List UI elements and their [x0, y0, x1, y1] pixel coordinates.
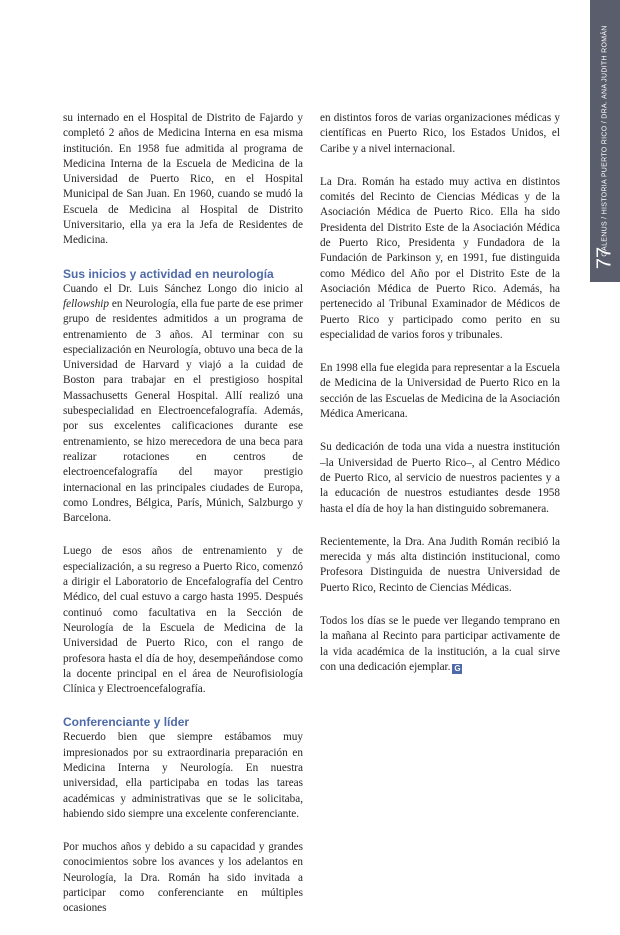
right-paragraph-2: La Dra. Román ha estado muy activa en distintos comités del Recinto de Ciencias Médicas y de la Asociación Médica de Puerto Rico. Ella ha sido Presidenta del Distrito Este de la Asociación Médica de Puerto Rico, Presidenta y Fundadora de la Fundación de Parkinson y, en 1991, fue distinguida como Médico del Año por el Distrito Este de la Asociación Médica de Puerto Rico. Además, ha pertenecido al Tribunal Examinador de Médicos de Puerto Rico y participado como perito en su especialidad de varios foros y tribunales.: [320, 175, 560, 341]
right-p6-text: Todos los días se le puede ver llegando temprano en la mañana al Recinto para participar activamente de la vida académica de la institución, a la cual sirve con una dedicación ejemplar.: [320, 615, 560, 673]
page-number: 77: [593, 246, 616, 270]
right-column: [320, 111, 560, 693]
fellowship-term: fellowship: [63, 297, 109, 310]
neurologia-paragraph-1: [63, 282, 303, 527]
conferenciante-paragraph-1: Recuerdo bien que siempre estábamos muy impresionados por su extraordinaria preparación en Medicina Interna y Neurología. En nuestra universidad, ella participaba en todas las tareas académicas y administrativas que se le solicitaba, habiendo sido siempre una excelente conferenciante.: [63, 731, 303, 820]
end-of-article-icon: G: [454, 663, 461, 673]
intro-paragraph: su internado en el Hospital de Distrito de Fajardo y completó 2 años de Medicina Interna en esa misma institución. En 1958 fue admitida al programa de Medicina Interna de la Escuela de Medicina de la Universidad de Puerto Rico, en el Hospital Municipal de San Juan. En 1960, cuando se mudó la Escuela de Medicina al Hospital de Distrito Universitario, ella ya era la Jefa de Residentes de Medicina.: [63, 112, 303, 247]
sidebar-band: [590, 0, 620, 282]
neurologia-p1-after: en Neurología, ella fue parte de ese primer grupo de residentes admitidos a un programa de entrenamiento de 3 años. Al terminar con su especialización en Neurología, obtuvo una beca de la Universidad de Harvard y viajó a la cuidad de Boston para trabajar en el prestigioso hospital Massachusetts General Hospital. Allí realizó una subespecialidad en Electroencefalografía. Además, por sus excelentes calificaciones durante ese entrenamiento, se hizo merecedora de una beca para realizar rotaciones en centros de electroencefalografía del mayor prestigio internacional en las principales ciudades de Europa, como Londres, Bélgica, París, Múnich, Salzburgo y Barcelona.: [63, 297, 303, 525]
neurologia-paragraph-2: Luego de esos años de entrenamiento y de especialización, a su regreso a Puerto Rico, comenzó a dirigir el Laboratorio de Encefalografía del Centro Médico, del cual estuvo a cargo hasta 1995. Después continuó como facultativa en la Sección de Neurología de la Escuela de Medicina de la Universidad de Puerto Rico, con el rango de profesora hasta el día de hoy, desempeñándose como la docente principal en el área de Neurofisiología Clínica y Electroencefalografía.: [63, 545, 303, 696]
section-heading-conferenciante: Conferenciante y líder: [63, 715, 190, 730]
right-paragraph-4: Su dedicación de toda una vida a nuestra institución –la Universidad de Puerto Rico–, al Centro Médico de Puerto Rico, al servicio de nuestros pacientes y a la educación de nuestros estudiantes desde 1958 hasta el día de hoy la han distinguido sobremanera.: [320, 441, 560, 515]
right-paragraph-6: [320, 614, 560, 675]
neurologia-p1-before: Cuando el Dr. Luis Sánchez Longo dio inicio al: [63, 282, 303, 295]
running-head: GALENUS / HISTORIA PUERTO RICO / DRA. ANA JUDITH ROMÁN: [601, 25, 609, 257]
left-column: [63, 111, 303, 935]
right-paragraph-3: En 1998 ella fue elegida para representar a la Escuela de Medicina de la Universidad de Puerto Rico en la sección de las Escuelas de Medicina de la Asociación Médica Americana.: [320, 362, 560, 421]
page-sidebar: [590, 0, 620, 802]
section-heading-neurologia: Sus inicios y actividad en neurología: [63, 266, 274, 281]
conferenciante-paragraph-2: Por muchos años y debido a su capacidad y grandes conocimientos sobre los avances y los adelantos en Neurología, la Dra. Román ha sido invitada a participar como conferenciante en múltiples ocasiones: [63, 841, 303, 915]
right-paragraph-1: en distintos foros de varias organizaciones médicas y científicas en Puerto Rico, los Estados Unidos, el Caribe y a nivel internacional.: [320, 112, 560, 155]
right-paragraph-5: Recientemente, la Dra. Ana Judith Román recibió la merecida y más alta distinción institucional, como Profesora Distinguida de nuestra Universidad de Puerto Rico, Recinto de Ciencias Médicas.: [320, 535, 560, 594]
